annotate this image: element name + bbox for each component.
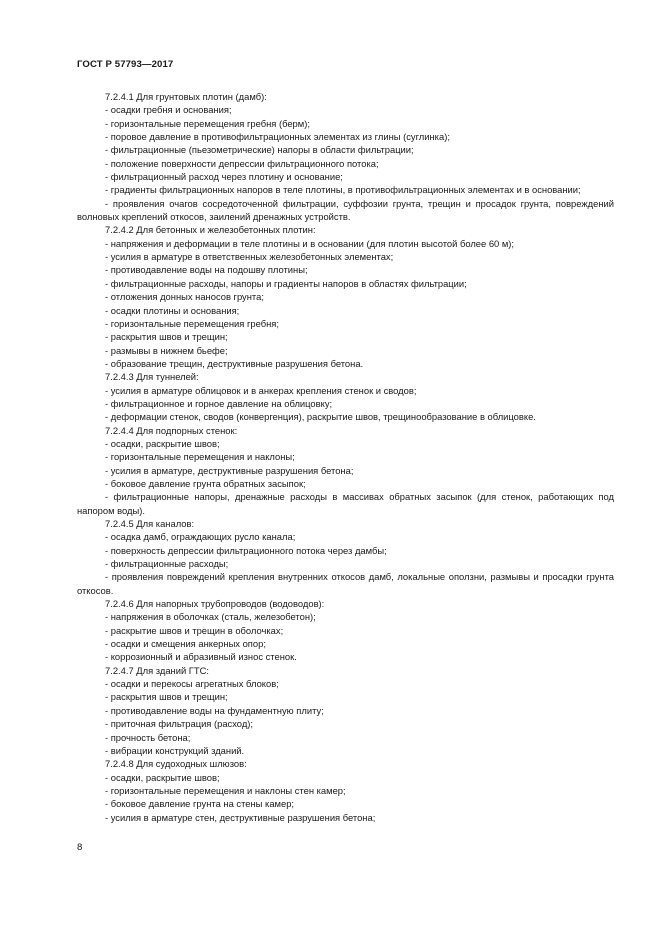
list-item: - горизонтальные перемещения гребня (берм); xyxy=(105,117,310,129)
list-item: - противодавление воды на фундаментную плиту; xyxy=(105,704,324,716)
list-item: - фильтрационное и горное давление на облицовку; xyxy=(105,397,333,409)
clause-heading: 7.2.4.2 Для бетонных и железобетонных плотин: xyxy=(105,224,316,236)
list-item: - осадки, раскрытие швов; xyxy=(105,771,220,783)
list-item: - проявления повреждений крепления внутренних откосов дамб, локальные оползни, размывы и просадки грунта откосов. xyxy=(77,571,614,596)
list-item: - горизонтальные перемещения и наклоны стен камер; xyxy=(105,784,346,796)
page-number: 8 xyxy=(77,842,83,853)
list-item: - приточная фильтрация (расход); xyxy=(105,718,254,730)
list-item: - противодавление воды на подошву плотины; xyxy=(105,264,308,276)
list-item: - образование трещин, деструктивные разрушения бетона. xyxy=(105,357,364,369)
list-item: - осадка дамб, ограждающих русло канала; xyxy=(105,531,296,543)
list-item: - осадки и смещения анкерных опор; xyxy=(105,638,266,650)
list-item: - вибрации конструкций зданий. xyxy=(105,744,245,756)
clause-heading: 7.2.4.8 Для судоходных шлюзов: xyxy=(105,758,247,770)
list-item: - проявления очагов сосредоточенной фильтрации, суффозии грунта, трещин и просадок грунта, повреждений волновых креплений откосов, заилений дренажных устройств. xyxy=(77,197,614,223)
list-item: - фильтрационный расход через плотину и основание; xyxy=(105,171,343,183)
list-item: - осадки плотины и основания; xyxy=(105,304,240,316)
list-item: - раскрытия швов и трещин; xyxy=(105,331,228,343)
list-item: - фильтрационные напоры, дренажные расходы в массивах обратных засыпок (для стенок, работающих под напором воды). xyxy=(77,491,614,516)
list-item: - поверхность депрессии фильтрационного потока через дамбы; xyxy=(105,544,387,556)
list-item: - усилия в арматуре, деструктивные разрушения бетона; xyxy=(105,464,354,476)
clause-heading: 7.2.4.1 Для грунтовых плотин (дамб): xyxy=(105,91,267,102)
list-item: - усилия в арматуре в ответственных железобетонных элементах; xyxy=(105,251,394,263)
list-item: - напряжения в оболочках (сталь, железобетон); xyxy=(105,611,316,623)
list-item: - фильтрационные расходы; xyxy=(105,558,229,570)
list-item: - деформации стенок, сводов (конвергенция), раскрытие швов, трещинообразование в облицовке. xyxy=(105,411,536,423)
page-header: ГОСТ Р 57793—2017 xyxy=(77,59,174,70)
list-item: - раскрытия швов и трещин; xyxy=(105,691,228,703)
list-item: - прочность бетона; xyxy=(105,731,191,743)
list-item: - градиенты фильтрационных напоров в теле плотины, в противофильтрационных элементах и в основании; xyxy=(105,184,581,196)
clause-heading: 7.2.4.3 Для туннелей: xyxy=(105,371,199,383)
list-item: - осадки гребня и основания; xyxy=(105,104,232,116)
list-item: - боковое давление грунта обратных засыпок; xyxy=(105,477,306,489)
list-item: - осадки и перекосы агрегатных блоков; xyxy=(105,678,279,690)
list-item: - фильтрационные (пьезометрические) напоры в области фильтрации; xyxy=(105,144,414,156)
list-item: - раскрытие швов и трещин в оболочках; xyxy=(105,624,284,636)
list-item: - размывы в нижнем бьефе; xyxy=(105,344,228,356)
list-item: - боковое давление грунта на стены камер; xyxy=(105,798,295,810)
list-item: - фильтрационные расходы, напоры и градиенты напоров в областях фильтрации; xyxy=(105,277,467,289)
list-item: - усилия в арматуре облицовок и в анкерах крепления стенок и сводов; xyxy=(105,384,417,396)
list-item: - осадки, раскрытие швов; xyxy=(105,437,220,449)
clause-heading: 7.2.4.4 Для подпорных стенок: xyxy=(105,424,238,436)
list-item: - коррозионный и абразивный износ стенок. xyxy=(105,651,297,663)
list-item: - горизонтальные перемещения гребня; xyxy=(105,317,279,329)
list-item: - поровое давление в противофильтрационных элементах из глины (суглинка); xyxy=(105,131,450,143)
list-item: - положение поверхности депрессии фильтрационного потока; xyxy=(105,157,379,169)
document-body xyxy=(77,90,614,824)
list-item: - отложения донных наносов грунта; xyxy=(105,291,264,303)
clause-heading: 7.2.4.7 Для зданий ГТС: xyxy=(105,664,209,676)
list-item: - усилия в арматуре стен, деструктивные разрушения бетона; xyxy=(105,811,376,823)
list-item: - напряжения и деформации в теле плотины и в основании (для плотин высотой более 60 м); xyxy=(105,237,515,249)
clause-heading: 7.2.4.5 Для каналов: xyxy=(105,518,195,529)
list-item: - горизонтальные перемещения и наклоны; xyxy=(105,451,295,463)
clause-heading: 7.2.4.6 Для напорных трубопроводов (водоводов): xyxy=(105,598,325,610)
